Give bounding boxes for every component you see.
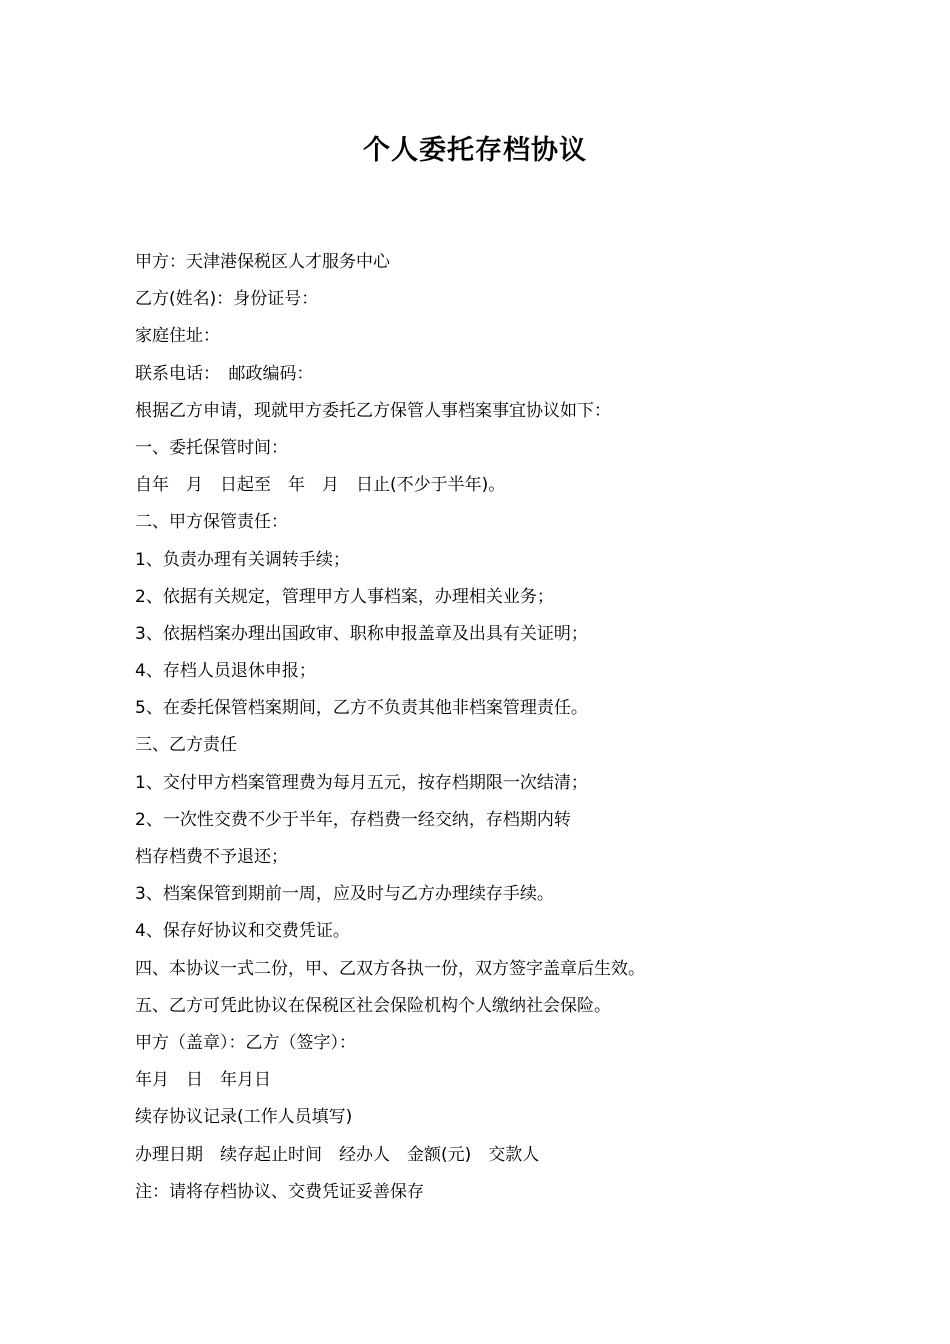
preamble-line: 根据乙方申请，现就甲方委托乙方保管人事档案事宜协议如下： — [135, 400, 611, 421]
section-2-heading: 二、甲方保管责任： — [135, 512, 288, 533]
section-5-line: 五、乙方可凭此协议在保税区社会保险机构个人缴纳社会保险。 — [135, 995, 611, 1016]
section-4-line: 四、本协议一式二份，甲、乙双方各执一份，双方签字盖章后生效。 — [135, 958, 645, 979]
party-a-duty-3: 3、依据档案办理出国政审、职称申报盖章及出具有关证明； — [135, 623, 588, 644]
party-b-duty-2: 2、一次性交费不少于半年，存档费一经交纳，存档期内转 — [135, 809, 571, 830]
document-title: 个人委托存档协议 — [363, 135, 587, 166]
party-a-duty-1: 1、负责办理有关调转手续； — [135, 549, 350, 570]
section-1-heading: 一、委托保管时间： — [135, 437, 288, 458]
section-3-heading: 三、乙方责任 — [135, 735, 237, 756]
signature-line: 甲方（盖章）：乙方（签字）： — [135, 1032, 356, 1053]
party-b-duty-4: 4、保存好协议和交费凭证。 — [135, 921, 350, 942]
party-a-duty-2: 2、依据有关规定，管理甲方人事档案，办理相关业务； — [135, 586, 554, 607]
party-b-line: 乙方(姓名)：身份证号： — [135, 289, 319, 310]
agreement-body — [135, 244, 835, 1211]
renewal-record-columns: 办理日期 续存起止时间 经办人 金额(元) 交款人 — [135, 1144, 540, 1165]
party-b-duty-3: 3、档案保管到期前一周，应及时与乙方办理续存手续。 — [135, 884, 554, 905]
date-line: 年月 日 年月日 — [135, 1070, 271, 1091]
custody-period-line: 自年 月 日起至 年 月 日止(不少于半年)。 — [135, 475, 506, 496]
home-address-line: 家庭住址： — [135, 326, 220, 347]
party-a-line: 甲方：天津港保税区人才服务中心 — [135, 252, 390, 272]
contact-line: 联系电话： 邮政编码： — [135, 363, 314, 384]
party-b-duty-2-cont: 档存档费不予退还； — [135, 847, 288, 867]
note-line: 注：请将存档协议、交费凭证妥善保存 — [135, 1181, 424, 1202]
party-b-duty-1: 1、交付甲方档案管理费为每月五元，按存档期限一次结清； — [135, 772, 588, 793]
party-a-duty-5: 5、在委托保管档案期间，乙方不负责其他非档案管理责任。 — [135, 698, 588, 719]
renewal-record-heading: 续存协议记录(工作人员填写) — [135, 1107, 353, 1128]
party-a-duty-4: 4、存档人员退休申报； — [135, 661, 316, 682]
